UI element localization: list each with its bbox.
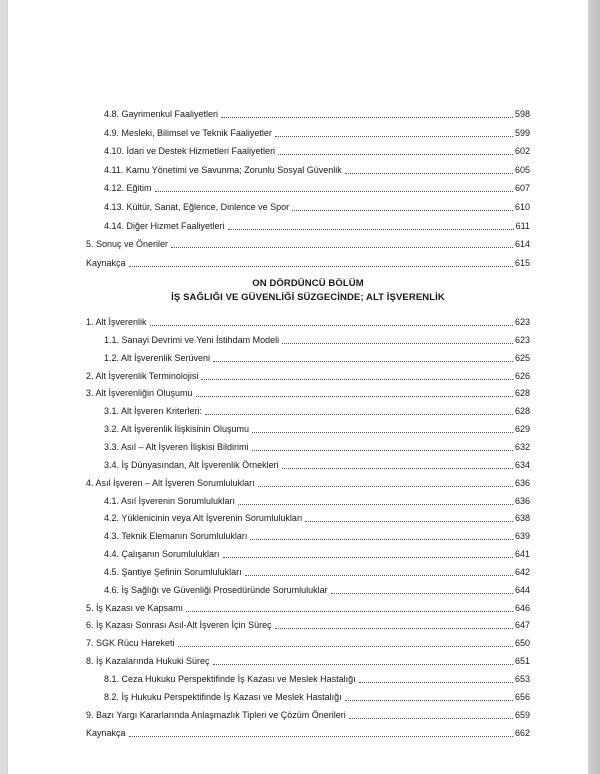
toc-entry xyxy=(86,199,530,213)
toc-entry-label: 4.5. Şantiye Şefinin Sorumlulukları xyxy=(104,566,242,577)
toc-entry-page: 628 xyxy=(514,406,530,417)
dot-leader xyxy=(275,136,513,137)
toc-entry-page: 605 xyxy=(514,164,530,175)
dot-leader xyxy=(221,117,513,118)
toc-entry-page: 662 xyxy=(514,727,530,738)
toc-entry xyxy=(86,314,530,328)
toc-entry xyxy=(86,125,530,139)
toc-entry-page: 639 xyxy=(514,531,530,542)
toc-entry-page: 636 xyxy=(514,477,530,488)
dot-leader xyxy=(245,575,513,576)
dot-leader xyxy=(331,593,513,594)
toc-entry xyxy=(86,385,530,399)
toc-entry xyxy=(86,457,530,471)
toc-entry-page: 656 xyxy=(514,691,530,702)
toc-entry xyxy=(86,475,530,489)
dot-leader xyxy=(292,210,513,211)
toc-entry-label: 7. SGK Rücu Hareketi xyxy=(86,638,175,649)
toc-entry xyxy=(86,671,530,685)
toc-entry-label: 4.4. Çalışanın Sorumlulukları xyxy=(104,549,220,560)
page-edge xyxy=(588,0,600,774)
toc-entry-label: 1. Alt İşverenlik xyxy=(86,317,147,327)
dot-leader xyxy=(213,361,513,362)
dot-leader xyxy=(345,700,513,701)
toc-entry-label: 4.9. Mesleki, Bilimsel ve Teknik Faaliyetler xyxy=(104,127,272,138)
dot-leader xyxy=(345,173,513,174)
dot-leader xyxy=(178,646,513,647)
dot-leader xyxy=(201,379,513,380)
toc-entry-page: 641 xyxy=(514,549,530,560)
toc-entry-page: 599 xyxy=(514,127,530,138)
toc-entry xyxy=(86,218,530,232)
document-page xyxy=(8,0,588,774)
toc-entry-page: 602 xyxy=(514,146,530,157)
toc-entry xyxy=(86,635,530,649)
dot-leader xyxy=(359,682,513,683)
toc-entry xyxy=(86,143,530,157)
toc-entry-page: 610 xyxy=(514,202,530,212)
toc-entry xyxy=(86,510,530,524)
dot-leader xyxy=(186,611,513,612)
toc-entry-label: 4.6. İş Sağlığı ve Güvenliği Prosedüründe Sorumluluklar xyxy=(104,584,328,595)
dot-leader xyxy=(305,521,513,522)
toc-entry xyxy=(86,403,530,417)
dot-leader xyxy=(349,718,513,719)
toc-entry xyxy=(86,617,530,631)
toc-entry-label: 4.10. İdari ve Destek Hizmetleri Faaliyetleri xyxy=(104,146,276,157)
toc-entry xyxy=(86,707,530,721)
toc-entry-label: 4.14. Diğer Hizmet Faaliyetleri xyxy=(104,220,225,231)
toc-entry-label: 4.8. Gayrimenkul Faaliyetleri xyxy=(104,109,219,119)
toc-entry xyxy=(86,725,530,739)
dot-leader xyxy=(129,266,513,267)
toc-entry xyxy=(86,236,530,250)
toc-entry-label: 1.2. Alt İşverenlik Serüveni xyxy=(104,352,211,363)
toc-entry-page: 623 xyxy=(514,334,530,345)
toc-entry-page: 626 xyxy=(514,370,530,381)
toc-entry-page: 615 xyxy=(514,257,530,268)
dot-leader xyxy=(278,154,513,155)
toc-entry-label: 5. İş Kazası ve Kapsamı xyxy=(86,602,184,613)
toc-entry-page: 632 xyxy=(514,441,530,452)
toc-entry-page: 598 xyxy=(514,109,530,119)
toc-entry xyxy=(86,582,530,596)
dot-leader xyxy=(213,664,513,665)
toc-entry-page: 636 xyxy=(514,495,530,506)
toc-entry-label: 3.4. İş Dünyasından, Alt İşverenlik Örnekleri xyxy=(104,459,279,470)
toc-entry-label: 5. Sonuç ve Öneriler xyxy=(86,239,169,250)
toc-entry xyxy=(86,368,530,382)
toc-entry-label: 4.1. Asıl İşverenin Sorumlulukları xyxy=(104,495,236,506)
dot-leader xyxy=(282,343,513,344)
toc-entry-label: 1.1. Sanayi Devrimi ve Yeni İstihdam Modeli xyxy=(104,334,280,345)
toc-entry-page: 623 xyxy=(514,317,530,327)
toc-entry xyxy=(86,689,530,703)
toc-entry-label: Kaynakça xyxy=(86,257,126,268)
toc-entry-page: 651 xyxy=(514,656,530,667)
toc-entry-page: 607 xyxy=(514,183,530,194)
toc-entry xyxy=(86,350,530,364)
toc-entry-label: 9. Bazı Yargı Kararlarında Anlaşmazlık Tipleri ve Çözüm Önerileri xyxy=(86,709,346,720)
toc-entry-page: 629 xyxy=(514,424,530,435)
dot-leader xyxy=(275,628,513,629)
toc-entry-label: 8.1. Ceza Hukuku Perspektifinde İş Kazası ve Meslek Hastalığı xyxy=(104,674,356,684)
toc-entry-page: 659 xyxy=(514,709,530,720)
toc-entry-page: 611 xyxy=(515,220,530,231)
toc-entry xyxy=(86,493,530,507)
toc-entry-page: 650 xyxy=(514,638,530,649)
toc-entry-page: 628 xyxy=(514,388,530,399)
dot-leader xyxy=(205,414,513,415)
toc-entry-label: 4.11. Kamu Yönetimi ve Savunma; Zorunlu Sosyal Güvenlik xyxy=(104,164,342,175)
toc-entry-label: 3. Alt İşverenliğin Oluşumu xyxy=(86,388,193,399)
toc-entry-label: 3.2. Alt İşverenlik İlişkisinin Oluşumu xyxy=(104,424,250,435)
dot-leader xyxy=(196,396,513,397)
toc-entry xyxy=(86,180,530,194)
toc-entry-page: 634 xyxy=(514,459,530,470)
toc-entry-label: 4.3. Teknik Elemanın Sorumlulukları xyxy=(104,531,248,542)
toc-entry-page: 642 xyxy=(514,566,530,577)
toc-entry-label: 6. İş Kazası Sonrası Asıl-Alt İşveren İçin Süreç xyxy=(86,620,272,631)
chapter-subtitle: İŞ SAĞLIĞI VE GÜVENLİĞİ SÜZGECİNDE; ALT İŞVERENLİK xyxy=(171,292,445,303)
dot-leader xyxy=(258,486,513,487)
toc-entry-page: 647 xyxy=(514,620,530,631)
dot-leader xyxy=(252,432,513,433)
toc-entry xyxy=(86,564,530,578)
toc-entry-page: 625 xyxy=(514,352,530,363)
toc-entry-page: 614 xyxy=(514,239,530,250)
toc-entry-label: 4. Asıl İşveren – Alt İşveren Sorumlulukları xyxy=(86,477,255,488)
toc-entry-page: 644 xyxy=(514,584,530,595)
toc-entry xyxy=(86,528,530,542)
toc-entry xyxy=(86,255,530,269)
toc-entry-page: 653 xyxy=(514,674,530,684)
dot-leader xyxy=(250,539,513,540)
toc-entry xyxy=(86,162,530,176)
toc-entry xyxy=(86,546,530,560)
dot-leader xyxy=(282,468,513,469)
toc-entry-label: Kaynakça xyxy=(86,727,126,738)
toc-entry-label: 3.3. Asıl – Alt İşveren İlişkisi Bildirimi xyxy=(104,441,249,452)
toc-entry-label: 8.2. İş Hukuku Perspektifinde İş Kazası ve Meslek Hastalığı xyxy=(104,691,342,702)
toc-entry-label: 8. İş Kazalarında Hukuki Süreç xyxy=(86,656,210,667)
toc-entry xyxy=(86,106,530,120)
toc-entry-label: 4.2. Yüklenicinin veya Alt İşverenin Sorumlulukları xyxy=(104,513,303,524)
toc-entry-label: 4.12. Eğitim xyxy=(104,183,152,194)
dot-leader xyxy=(228,229,514,230)
toc-entry-label: 3.1. Alt İşveren Kriterleri: xyxy=(104,406,203,417)
dot-leader xyxy=(223,557,513,558)
toc-entry xyxy=(86,439,530,453)
toc-entry-page: 646 xyxy=(514,602,530,613)
toc-entry xyxy=(86,600,530,614)
toc-entry xyxy=(86,332,530,346)
dot-leader xyxy=(150,325,513,326)
dot-leader xyxy=(238,504,513,505)
dot-leader xyxy=(155,191,513,192)
toc-entry-page: 638 xyxy=(514,513,530,524)
toc-entry xyxy=(86,653,530,667)
chapter-title: ON DÖRDÜNCÜ BÖLÜM xyxy=(252,278,364,289)
toc-entry-label: 2. Alt İşverenlik Terminolojisi xyxy=(86,370,199,381)
toc-entry xyxy=(86,421,530,435)
dot-leader xyxy=(129,736,513,737)
dot-leader xyxy=(171,247,513,248)
dot-leader xyxy=(252,450,513,451)
toc-entry-label: 4.13. Kültür, Sanat, Eğlence, Dinlence ve Spor xyxy=(104,202,290,212)
